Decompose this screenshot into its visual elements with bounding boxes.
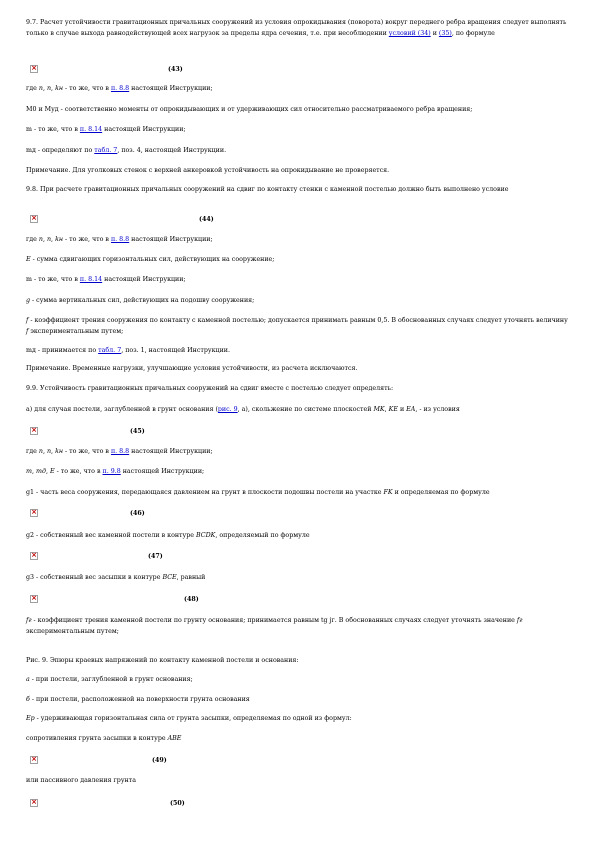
text: m - то же, что в [26, 126, 80, 133]
text: и [397, 406, 407, 413]
text: , поз. 4, настоящей Инструкции. [117, 147, 227, 154]
equation-number: (46) [130, 510, 145, 517]
link-section-8-8[interactable]: п. 8.8 [110, 85, 130, 92]
text: сопротивления грунта засыпки в контуре [26, 735, 168, 742]
paragraph-resistance [26, 733, 569, 744]
var: MK [373, 406, 385, 413]
paragraph-9-7 [26, 17, 569, 39]
link-table-7[interactable]: табл. 7 [94, 147, 118, 154]
paragraph-moments: М0 и Муд - соответственно моменты от опрокидывающих и от удерживающих сил относительно рассматриваемого ребра вращения; [26, 106, 473, 113]
text: - при постели, расположенной на поверхности грунта основания [29, 696, 250, 703]
link-section-8-14[interactable]: п. 8.14 [79, 276, 103, 283]
text: настоящей Инструкции; [129, 448, 213, 455]
equation-number: (50) [170, 800, 185, 807]
text: а) для случая постели, заглубленной в грунт основания ( [26, 406, 218, 413]
text: настоящей Инструкции; [102, 126, 186, 133]
broken-image-icon [30, 552, 38, 560]
link-condition-35[interactable]: (35) [438, 30, 452, 37]
broken-image-icon [30, 595, 38, 603]
equation-number: (49) [152, 757, 167, 764]
var: n [46, 448, 52, 455]
text: , [31, 468, 36, 475]
link-section-9-8[interactable]: п. 9.8 [102, 468, 121, 475]
var: KE [388, 406, 398, 413]
equation-46 [26, 508, 569, 522]
var: FK [383, 489, 393, 496]
var: ABE [167, 735, 182, 742]
text: , [51, 448, 56, 455]
equation-43 [26, 64, 569, 78]
broken-image-icon [30, 215, 38, 223]
var: f [26, 317, 29, 324]
text: - сумма вертикальных сил, действующих на подошву сооружения; [30, 297, 255, 304]
text: где [26, 236, 39, 243]
var: Ep [26, 715, 35, 722]
paragraph-where-2 [26, 234, 569, 245]
text: , равный [176, 574, 206, 581]
text: - то же, что в [54, 468, 103, 475]
broken-image-icon [30, 509, 38, 517]
paragraph-ep [26, 713, 569, 724]
var: n [38, 448, 43, 455]
text: , [384, 406, 389, 413]
text: настоящей Инструкции; [102, 276, 186, 283]
text: - коэффициент трения сооружения по контакту с каменной постелью; допускается принимать равным 0,5. В обоснованных случаях следует уточнять величину [28, 317, 568, 324]
text: где [26, 85, 39, 92]
text: , определяемый по формуле [215, 532, 310, 539]
text: , [45, 468, 50, 475]
var: m [26, 468, 32, 475]
text: - удерживающая горизонтальная сила от грунта засыпки, определяемая по одной из формул: [34, 715, 352, 722]
paragraph-m-md-e [26, 466, 569, 477]
var: kн [55, 85, 64, 92]
equation-45 [26, 426, 569, 440]
var: б [26, 696, 30, 703]
text: - то же, что в [63, 85, 111, 92]
broken-image-icon [30, 65, 38, 73]
text: настоящей Инструкции; [129, 85, 213, 92]
paragraph-fg [26, 615, 569, 637]
equation-number: (44) [199, 216, 214, 223]
text: , а), скольжение по системе плоскостей [237, 406, 374, 413]
broken-image-icon [30, 427, 38, 435]
text: g1 - часть веса сооружения, передающаяся давлением на грунт в плоскости подошвы постели на участке [26, 489, 384, 496]
text: , по формуле [451, 30, 495, 37]
paragraph-passive: или пассивного давления грунта [26, 777, 136, 784]
text: - при постели, заглубленной в грунт основания; [29, 676, 193, 683]
text: настоящей Инструкции; [129, 236, 213, 243]
link-section-8-8[interactable]: п. 8.8 [110, 236, 130, 243]
var: kн [55, 236, 64, 243]
var: f [26, 328, 29, 335]
paragraph-g [26, 295, 569, 306]
paragraph-m-2 [26, 274, 569, 285]
var: n [38, 85, 43, 92]
text: и определяемая по формуле [392, 489, 490, 496]
var: E [49, 468, 55, 475]
equation-number: (45) [130, 428, 145, 435]
text: mд - принимается по [26, 347, 99, 354]
var: g [26, 297, 31, 304]
text: mд - определяют по [26, 147, 95, 154]
text: g3 - собственный вес засыпки в контуре [26, 574, 163, 581]
var: а [26, 676, 30, 683]
text: и [430, 30, 439, 37]
text: , [51, 236, 56, 243]
paragraph-g3 [26, 572, 569, 583]
text: , поз. 1, настоящей Инструкции. [121, 347, 230, 354]
text: , [42, 85, 47, 92]
equation-49 [26, 755, 569, 769]
var: n [46, 85, 52, 92]
var: BCDK [196, 532, 216, 539]
paragraph-where [26, 83, 569, 94]
paragraph-note-1: Примечание. Для уголковых стенок с верхней анкеровкой устойчивость на опрокидывание не проверяется. [26, 167, 390, 174]
paragraph-caption-a [26, 674, 569, 685]
link-section-8-8[interactable]: п. 8.8 [110, 448, 130, 455]
text: 9.7. Расчет устойчивости гравитационных причальных сооружений из условия опрокидывания (поворота) вокруг переднего ребра вращения следует выполнять только в случае выхода равнодействующей всех нагрузок за пределы ядра сечения, т.е. при несоблюдении [26, 19, 567, 37]
var: EA [406, 406, 416, 413]
link-section-8-14[interactable]: п. 8.14 [79, 126, 103, 133]
equation-50 [26, 798, 569, 812]
text: - коэффициент трения каменной постели по грунту основания; принимается равным tg jг. В обоснованных случаях следует уточнять значение [31, 617, 517, 624]
text: - сумма сдвигающих горизонтальных сил, действующих на сооружение; [30, 256, 275, 263]
equation-44 [26, 214, 569, 228]
figure-9-caption: Рис. 9. Эпюры краевых напряжений по контакту каменной постели и основания: [26, 657, 299, 664]
paragraph-m [26, 124, 569, 135]
var: fг [516, 617, 523, 624]
paragraph-md [26, 145, 569, 156]
paragraph-9-9: 9.9. Устойчивость гравитационных причальных сооружений на сдвиг вместе с постелью следует определять: [26, 385, 394, 392]
paragraph-md-2 [26, 345, 569, 356]
paragraph-case-a [26, 404, 569, 415]
var: BCE [162, 574, 177, 581]
var: n [46, 236, 52, 243]
equation-number: (48) [184, 596, 199, 603]
link-table-7[interactable]: табл. 7 [98, 347, 122, 354]
text: - то же, что в [63, 448, 111, 455]
text: , - из условия [415, 406, 460, 413]
link-figure-9[interactable]: рис. 9 [217, 406, 238, 413]
paragraph-g1 [26, 487, 569, 498]
text: , [51, 85, 56, 92]
paragraph-note-2: Примечание. Временные нагрузки, улучшающие условия устойчивости, из расчета исключаются. [26, 365, 358, 372]
equation-number: (47) [148, 553, 163, 560]
var: mд [36, 468, 46, 475]
var: E [26, 256, 31, 263]
broken-image-icon [30, 799, 38, 807]
paragraph-f [26, 315, 569, 337]
paragraph-9-8: 9.8. При расчете гравитационных причальных сооружений на сдвиг по контакту стенки с каменной постелью должно быть выполнено условие [26, 186, 509, 193]
paragraph-g2 [26, 530, 569, 541]
text: настоящей Инструкции; [120, 468, 205, 475]
paragraph-where-3 [26, 446, 569, 457]
broken-image-icon [30, 756, 38, 764]
text: g2 - собственный вес каменной постели в контуре [26, 532, 197, 539]
equation-48 [26, 594, 569, 608]
text: где [26, 448, 39, 455]
link-condition-34[interactable]: условий (34) [388, 30, 431, 37]
var: kн [55, 448, 64, 455]
text: , [42, 448, 47, 455]
text: , [42, 236, 47, 243]
var: fг [26, 617, 32, 624]
equation-47 [26, 551, 569, 565]
text: экспериментальным путем; [28, 328, 124, 335]
text: m - то же, что в [26, 276, 80, 283]
paragraph-e [26, 254, 569, 265]
var: n [38, 236, 43, 243]
text: экспериментальным путем; [26, 628, 119, 635]
paragraph-caption-b [26, 694, 569, 705]
equation-number: (43) [168, 66, 183, 73]
text: - то же, что в [63, 236, 111, 243]
